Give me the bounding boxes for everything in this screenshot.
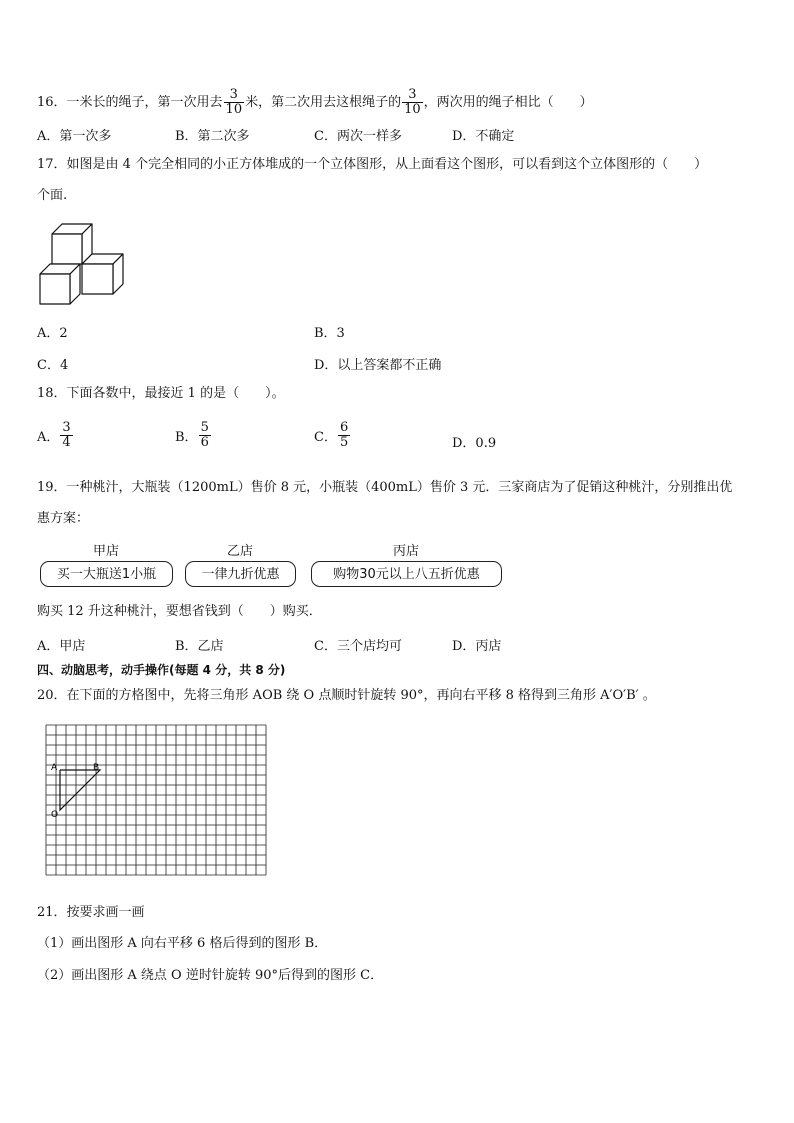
q17-option-a[interactable]: A．2 [37, 326, 68, 341]
q16-fraction-2: $\frac{3}{10}$ [404, 87, 421, 117]
q16-option-b[interactable]: B．第二次多 [175, 129, 250, 144]
q16-option-a[interactable]: A．第一次多 [37, 129, 112, 144]
section-4-title: 四、动脑思考，动手操作(每题 4 分，共 8 分) [37, 663, 286, 677]
shop-jia-name: 甲店 [92, 544, 119, 559]
q16-stem: 16．一米长的绳子，第一次用去 $\frac{3}{10}$ 米，第二次用去这根绳子的 $\frac{3}{10}$ ，两次用的绳子相比（ ） [37, 87, 593, 117]
shop-bing-offer: 购物30元以上八五折优惠 [311, 561, 502, 587]
q21-title: 21．按要求画一画 [37, 905, 145, 920]
q19-stem-line1: 19．一种桃汁，大瓶装（1200mL）售价 8 元，小瓶装（400mL）售价 3 元．三家商店为了促销这种桃汁，分别推出优 [37, 480, 733, 495]
shop-jia-offer: 买一大瓶送1小瓶 [40, 561, 173, 587]
q17-option-d[interactable]: D．以上答案都不正确 [314, 358, 442, 373]
shop-yi-name: 乙店 [226, 544, 253, 559]
q17-stem-line1: 17．如图是由 4 个完全相同的小正方体堆成的一个立体图形，从上面看这个图形，可以看到这个立体图形的（ ） [37, 157, 708, 172]
point-label-a: A [51, 763, 58, 773]
q21-item-2: （2）画出图形 A 绕点 O 逆时针旋转 90°后得到的图形 C． [37, 968, 384, 983]
q17-stem-line2: 个面. [37, 188, 68, 203]
q16-option-c[interactable]: C．两次一样多 [314, 129, 402, 144]
q17-option-c[interactable]: C．4 [37, 358, 69, 373]
q18-option-b[interactable]: B． $\frac{5}{6}$ [175, 420, 209, 450]
q19-stem-line3: 购买 12 升这种桃汁，要想省钱到（ ）购买． [37, 604, 322, 619]
shop-yi-offer: 一律九折优惠 [185, 561, 296, 587]
right-cube-front-face [82, 264, 113, 294]
q21-item-1: （1）画出图形 A 向右平移 6 格后得到的图形 B． [37, 936, 328, 951]
left-cube-front-face [40, 274, 70, 304]
q17-option-b[interactable]: B．3 [314, 326, 345, 341]
q18-stem: 18．下面各数中，最接近 1 的是（ ）。 [37, 386, 285, 401]
q18-option-a[interactable]: A． $\frac{3}{4}$ [37, 420, 71, 450]
point-label-b: B [93, 763, 100, 773]
q19-option-b[interactable]: B．乙店 [175, 639, 224, 654]
point-label-o: O [51, 810, 59, 820]
q19-stem-line2: 惠方案： [37, 511, 90, 526]
cube-stack-figure [38, 220, 128, 308]
q20-stem: 20．在下面的方格图中，先将三角形 AOB 绕 O 点顺时针旋转 90°，再向右平移 8 格得到三角形 A′O′B′ 。 [37, 688, 656, 703]
q16-fraction-1: $\frac{3}{10}$ [225, 87, 243, 117]
shop-bing-name: 丙店 [392, 544, 419, 559]
q19-option-a[interactable]: A．甲店 [37, 639, 86, 654]
top-cube-front-face [52, 234, 82, 264]
q19-option-c[interactable]: C．三个店均可 [314, 639, 402, 654]
grid-figure [40, 720, 272, 885]
q16-option-d[interactable]: D．不确定 [452, 129, 515, 144]
q18-option-d[interactable]: D．0.9 [452, 436, 497, 451]
q18-option-c[interactable]: C． $\frac{6}{5}$ [314, 420, 349, 450]
q19-option-d[interactable]: D．丙店 [452, 639, 502, 654]
